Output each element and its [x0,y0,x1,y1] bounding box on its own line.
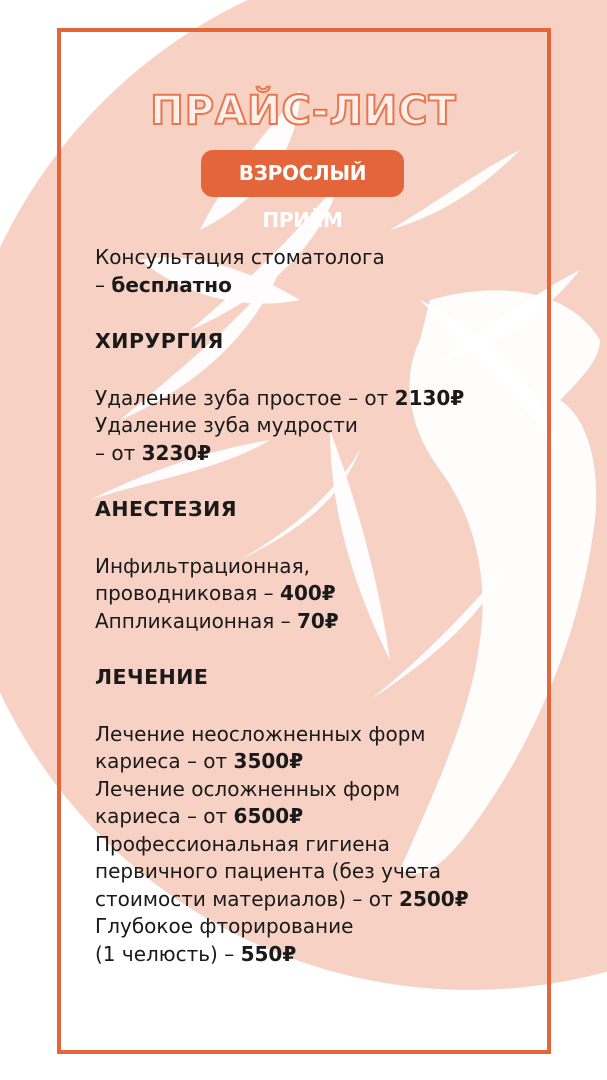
anesthesia-item-price: 70₽ [296,608,339,633]
treatment-item-uncomplicated-title: Лечение неосложненных форм [95,721,426,746]
treatment-item-text: кариеса – от [95,749,234,773]
consultation-free: бесплатно [111,272,232,297]
surgery-item-simple-extraction [95,385,535,413]
surgery-item-text: – от [95,440,142,465]
treatment-item-uncomplicated [95,748,535,776]
treatment-item-price: 3500₽ [233,749,304,773]
anesthesia-item-text: Аппликационная – [95,608,297,633]
anesthesia-heading: АНЕСТЕЗИЯ [95,497,238,521]
treatment-item-text: (1 челюсть) – [95,941,241,966]
anesthesia-item-infiltration-title: Инфильтрационная, [95,553,310,578]
surgery-item-wisdom-title: Удаление зуба мудрости [95,413,358,437]
anesthesia-item-text: проводниковая – [95,581,281,605]
anesthesia-item-price: 400₽ [280,581,336,605]
consultation-price-line [95,272,535,300]
treatment-item-complicated [95,803,535,831]
anesthesia-item-application [95,608,535,636]
consultation-line: Консультация стоматолога [95,245,385,269]
surgery-item-text: Удаление зуба простое – от [95,385,395,410]
surgery-item-price: 3230₽ [141,440,212,465]
treatment-item-hygiene-title: Профессиональная гигиена [95,831,390,856]
treatment-item-price: 6500₽ [233,804,304,828]
surgery-item-price: 2130₽ [394,385,465,410]
treatment-item-text: стоимости материалов) – от [95,886,400,911]
treatment-item-fluoride [95,941,535,969]
treatment-item-hygiene [95,886,535,914]
treatment-item-hygiene-subtitle: первичного пациента (без учета [95,859,441,883]
treatment-item-price: 550₽ [240,941,297,966]
adult-reception-badge: ВЗРОСЛЫЙ ПРИЁМ [201,150,404,197]
treatment-heading: ЛЕЧЕНИЕ [95,665,209,689]
page-title: ПРАЙС-ЛИСТ [150,88,457,134]
treatment-item-text: кариеса – от [95,804,234,828]
anesthesia-item-infiltration [95,580,535,608]
price-list-content [95,244,535,968]
treatment-item-fluoride-title: Глубокое фторирование [95,914,354,938]
treatment-item-complicated-title: Лечение осложненных форм [95,776,401,801]
consultation-dash: – [95,272,112,297]
treatment-item-price: 2500₽ [399,886,469,911]
surgery-item-wisdom-extraction [95,440,535,468]
surgery-heading: ХИРУРГИЯ [95,329,224,353]
